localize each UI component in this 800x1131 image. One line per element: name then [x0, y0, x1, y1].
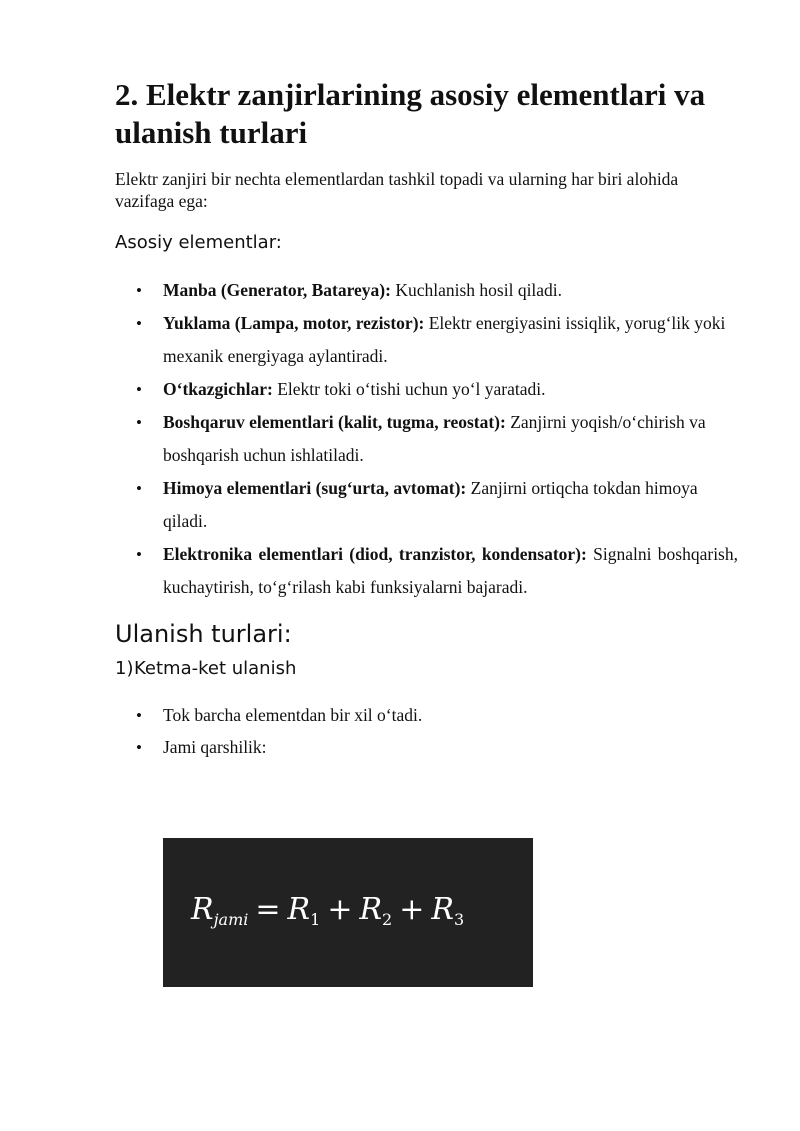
elements-heading: Asosiy elementlar: [115, 232, 282, 253]
element-text: Elektr energiyasini issiqlik, yorug‘lik yoki mexanik energiyaga aylantiradi. [163, 313, 726, 366]
list-item [133, 699, 733, 731]
element-text: Zanjirni yoqish/o‘chirish va boshqarish uchun ishlatiladi. [163, 412, 706, 465]
list-item [133, 731, 733, 763]
bullet-icon: • [136, 314, 142, 333]
list-item [133, 472, 738, 538]
formula-term-subscript: 2 [382, 910, 393, 929]
series-item-text: Tok barcha elementdan bir xil o‘tadi. [163, 705, 423, 725]
element-term: Himoya elementlari (sug‘urta, avtomat): [163, 478, 467, 498]
total-resistance-formula [191, 890, 464, 940]
element-text: Zanjirni ortiqcha tokdan himoya qiladi. [163, 478, 698, 531]
series-item-text: Jami qarshilik: [163, 737, 267, 757]
bullet-icon: • [136, 738, 142, 757]
formula-term-subscript: 3 [453, 910, 465, 929]
list-item [133, 274, 738, 307]
formula-term: R [359, 892, 383, 927]
formula-term-subscript: 1 [310, 910, 321, 929]
page-title: 2. Elektr zanjirlarining asosiy elementlari va ulanish turlari [115, 77, 706, 150]
bullet-icon: • [136, 706, 142, 725]
intro-paragraph: Elektr zanjiri bir nechta elementlardan tashkil topadi va ularning har biri alohida vazifaga ega: [115, 169, 679, 211]
bullet-icon: • [136, 380, 142, 399]
series-number: 1) [115, 658, 134, 679]
series-heading [115, 656, 296, 682]
formula-term: R [287, 892, 311, 927]
formula-term: R [431, 892, 454, 927]
element-text: Kuchlanish hosil qiladi. [390, 280, 563, 300]
element-term: Elektronika elementlari (diod, tranzistor, kondensator): [163, 544, 587, 564]
list-item [133, 406, 738, 472]
element-text: Signalni boshqarish, kuchaytirish, to‘g‘rilash kabi funksiyalarni bajaradi. [163, 544, 738, 597]
bullet-icon: • [136, 545, 142, 564]
list-item [133, 538, 738, 604]
formula-plus: + [399, 892, 425, 927]
element-term: Yuklama (Lampa, motor, rezistor): [163, 313, 425, 333]
section-heading: Ulanish turlari: [115, 620, 292, 648]
list-item [133, 373, 738, 406]
elements-list [133, 274, 738, 604]
formula-lhs-subscript: jami [213, 910, 249, 929]
bullet-icon: • [136, 479, 142, 498]
bullet-icon: • [136, 413, 142, 432]
bullet-icon: • [136, 281, 142, 300]
formula-lhs: R [191, 892, 214, 927]
series-heading-text: Ketma-ket ulanish [134, 658, 297, 679]
formula-equals: = [255, 892, 281, 927]
element-term: Boshqaruv elementlari (kalit, tugma, reostat): [163, 412, 506, 432]
element-term: Manba (Generator, Batareya): [163, 280, 391, 300]
formula-image [163, 838, 533, 987]
formula-plus: + [327, 892, 353, 927]
series-list [133, 699, 733, 763]
element-term: O‘tkazgichlar: [163, 379, 273, 399]
list-item [133, 307, 738, 373]
element-text: Elektr toki o‘tishi uchun yo‘l yaratadi. [272, 379, 546, 399]
